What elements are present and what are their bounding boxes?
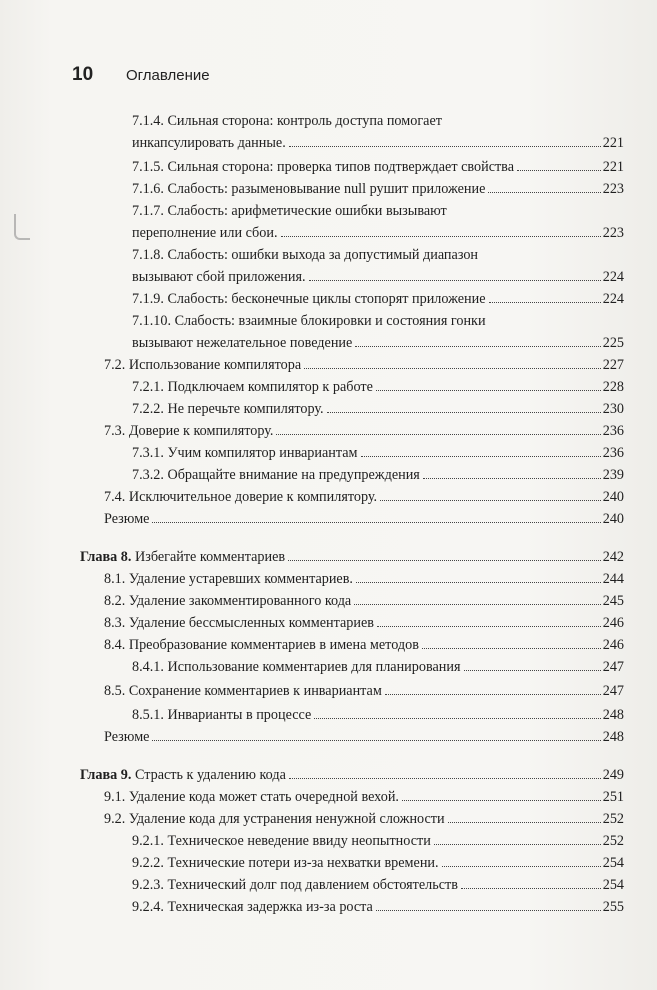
toc-entry-number: 7.4. (104, 489, 126, 505)
toc-page-number: 236 (602, 423, 624, 439)
toc-chapter (80, 764, 624, 786)
toc-page-number: 252 (602, 811, 624, 827)
toc-page-number: 255 (602, 899, 624, 915)
toc-entry-number: 8.4. (104, 637, 126, 653)
dot-leader (442, 866, 601, 867)
toc-chapter (80, 546, 624, 568)
toc-page-number: 225 (602, 335, 624, 351)
toc-entry-title: вызывают нежелательное поведение (132, 335, 353, 351)
toc-entry-title: Исключительное доверие к компилятору. (128, 489, 378, 505)
toc-entry-title: Страсть к удалению кода (134, 767, 286, 783)
toc-entry-title: Резюме (104, 729, 150, 745)
toc-entry (132, 704, 624, 726)
toc-entry (104, 634, 624, 656)
toc-entry (104, 786, 624, 808)
toc-entry (132, 896, 624, 918)
toc-entry-number: 7.1.7. (132, 203, 164, 219)
toc-page-number: 242 (602, 549, 624, 565)
toc-page-number: 221 (602, 135, 624, 151)
toc-entry-line (104, 508, 624, 530)
toc-page-number: 249 (602, 767, 624, 783)
toc-entry-line (104, 590, 624, 612)
toc-entry-title: Использование компилятора (128, 357, 302, 373)
dot-leader (361, 456, 601, 457)
toc-entry-line (104, 680, 624, 702)
dot-leader (376, 910, 601, 911)
dot-leader (314, 718, 600, 719)
dot-leader (304, 368, 601, 369)
toc-page-number: 246 (602, 615, 624, 631)
toc-page-number: 223 (602, 181, 624, 197)
toc-entry-number: 7.1.6. (132, 181, 164, 197)
toc-entry-line (132, 288, 624, 310)
toc-entry-title: Сохранение комментариев к инвариантам (128, 683, 382, 699)
dot-leader (289, 778, 601, 779)
toc-entry (104, 726, 624, 748)
dot-leader (355, 346, 600, 347)
toc-entry (104, 808, 624, 830)
toc-entry (132, 830, 624, 852)
dot-leader (422, 648, 601, 649)
toc-entry (132, 156, 624, 178)
toc-entry-number: 7.2.1. (132, 379, 164, 395)
toc-page-number: 239 (602, 467, 624, 483)
toc-entry-title: Инварианты в процессе (167, 707, 312, 723)
toc-entry-line (80, 764, 624, 786)
toc-entry-line (104, 808, 624, 830)
dot-leader (423, 478, 601, 479)
toc-entry-line (104, 612, 624, 634)
page-mark (14, 214, 30, 240)
toc-page-number: 245 (602, 593, 624, 609)
toc-entry-number: 7.1.4. (132, 113, 164, 129)
toc-entry-line (132, 874, 624, 896)
toc-entry-line (132, 200, 624, 222)
toc-entry-title: Слабость: ошибки выхода за допустимый диапазон (167, 247, 479, 263)
toc-entry (132, 200, 624, 244)
toc-entry-line (132, 222, 624, 244)
toc-entry-number: 7.1.5. (132, 159, 164, 175)
toc-entry-number: Глава 8. (80, 549, 132, 565)
toc-entry-number: 9.2.4. (132, 899, 164, 915)
toc-entry-title: Слабость: бесконечные циклы стопорят приложение (167, 291, 486, 307)
toc-entry-number: 8.1. (104, 571, 126, 587)
toc-page-number: 221 (602, 159, 624, 175)
toc-page-number: 224 (602, 269, 624, 285)
toc-entry (132, 244, 624, 288)
toc-entry (132, 656, 624, 678)
toc-entry (132, 874, 624, 896)
toc-entry-line (132, 332, 624, 354)
toc-entry-title: Доверие к компилятору. (128, 423, 274, 439)
toc-entry-number: 7.3. (104, 423, 126, 439)
toc-entry-number: Глава 9. (80, 767, 132, 783)
toc-entry-number: 9.2.3. (132, 877, 164, 893)
dot-leader (434, 844, 601, 845)
dot-leader (152, 740, 600, 741)
toc-page-number: 240 (602, 511, 624, 527)
dot-leader (517, 170, 601, 171)
dot-leader (327, 412, 601, 413)
toc-entry-title: Технический долг под давлением обстоятельств (167, 877, 458, 893)
dot-leader (356, 582, 601, 583)
toc-entry-title: Резюме (104, 511, 150, 527)
dot-leader (288, 560, 601, 561)
toc-entry-line (132, 376, 624, 398)
dot-leader (461, 888, 601, 889)
toc-entry-title: Удаление кода может стать очередной вехой. (128, 789, 399, 805)
toc-entry-line (132, 704, 624, 726)
toc-page-number: 227 (602, 357, 624, 373)
toc-entry-number: 7.2. (104, 357, 126, 373)
toc-entry-title: Слабость: разыменовывание null рушит приложение (167, 181, 486, 197)
toc-entry-number: 8.2. (104, 593, 126, 609)
toc-entry-title: переполнение или сбои. (132, 225, 278, 241)
toc-entry (132, 310, 624, 354)
toc-entry-line (132, 244, 624, 266)
toc-page-number: 244 (602, 571, 624, 587)
toc-entry (132, 442, 624, 464)
toc-page-number: 254 (602, 855, 624, 871)
toc-page-number: 236 (602, 445, 624, 461)
toc-entry-line (80, 546, 624, 568)
dot-leader (377, 626, 601, 627)
toc-entry-title: Сильная сторона: контроль доступа помогает (167, 113, 442, 129)
dot-leader (385, 694, 601, 695)
dot-leader (489, 302, 601, 303)
dot-leader (281, 236, 601, 237)
toc-entry-line (132, 852, 624, 874)
toc-entry-line (132, 896, 624, 918)
toc-entry (132, 178, 624, 200)
dot-leader (402, 800, 601, 801)
page-header (72, 64, 210, 86)
toc-entry (104, 612, 624, 634)
toc-entry (132, 110, 624, 154)
toc-entry (132, 398, 624, 420)
toc-entry-number: 9.2.1. (132, 833, 164, 849)
toc-entry-line (104, 726, 624, 748)
dot-leader (488, 192, 600, 193)
toc-page-number: 224 (602, 291, 624, 307)
toc-entry-title: Избегайте комментариев (134, 549, 286, 565)
toc-page-number: 230 (602, 401, 624, 417)
toc-page-number: 247 (602, 683, 624, 699)
toc-entry-line (132, 310, 624, 332)
toc-entry (132, 288, 624, 310)
dot-leader (376, 390, 601, 391)
dot-leader (289, 146, 601, 147)
toc-entry-line (132, 830, 624, 852)
toc-entry-line (104, 786, 624, 808)
toc-entry (104, 568, 624, 590)
toc-entry-title: Удаление устаревших комментариев. (128, 571, 353, 587)
toc-entry (132, 852, 624, 874)
toc-entry-title: Подключаем компилятор к работе (167, 379, 373, 395)
toc-entry-line (132, 156, 624, 178)
toc-entry-title: Техническое неведение ввиду неопытности (167, 833, 431, 849)
toc-entry-title: Обращайте внимание на предупреждения (167, 467, 420, 483)
dot-leader (464, 670, 601, 671)
toc-entry-line (132, 178, 624, 200)
toc-entry (104, 354, 624, 376)
toc-entry (104, 590, 624, 612)
toc-entry-number: 7.1.10. (132, 313, 172, 329)
toc-entry-line (104, 354, 624, 376)
toc-entry-number: 9.2.2. (132, 855, 164, 871)
toc-entry-number: 8.5.1. (132, 707, 164, 723)
toc-entry (132, 376, 624, 398)
toc-entry-line (104, 420, 624, 442)
toc-page-number: 254 (602, 877, 624, 893)
toc-entry-number: 8.5. (104, 683, 126, 699)
toc-entry-line (132, 398, 624, 420)
toc-entry-title: Технические потери из-за нехватки времени. (167, 855, 439, 871)
toc-page-number: 248 (602, 729, 624, 745)
toc-entry-number: 8.3. (104, 615, 126, 631)
toc-entry-line (104, 486, 624, 508)
toc-entry-title: Слабость: взаимные блокировки и состояния гонки (174, 313, 486, 329)
toc-page-number: 252 (602, 833, 624, 849)
toc-entry-line (132, 464, 624, 486)
toc-entry (104, 680, 624, 702)
toc-entry-number: 7.1.9. (132, 291, 164, 307)
toc-entry-title: Преобразование комментариев в имена методов (128, 637, 419, 653)
toc-entry-title: Техническая задержка из-за роста (167, 899, 373, 915)
toc-entry-title: вызывают сбой приложения. (132, 269, 306, 285)
toc-entry-title: Не перечьте компилятору. (167, 401, 324, 417)
toc-entry-title: Слабость: арифметические ошибки вызывают (167, 203, 447, 219)
running-title: Оглавление (126, 67, 210, 84)
toc-entry-number: 8.4.1. (132, 659, 164, 675)
toc-entry-line (104, 568, 624, 590)
toc-entry-number: 7.1.8. (132, 247, 164, 263)
toc-entry-title: Удаление бессмысленных комментариев (128, 615, 374, 631)
toc-entry-title: инкапсулировать данные. (132, 135, 286, 151)
dot-leader (276, 434, 600, 435)
toc-entry-line (104, 634, 624, 656)
toc-entry (104, 508, 624, 530)
toc-entry-number: 7.3.1. (132, 445, 164, 461)
toc-entry-line (132, 266, 624, 288)
toc-entry-line (132, 132, 624, 154)
toc-entry (104, 486, 624, 508)
toc-entry-number: 7.3.2. (132, 467, 164, 483)
dot-leader (354, 604, 601, 605)
toc-page-number: 247 (602, 659, 624, 675)
toc-entry (104, 420, 624, 442)
toc-page-number: 240 (602, 489, 624, 505)
dot-leader (309, 280, 601, 281)
toc-entry-title: Учим компилятор инвариантам (167, 445, 358, 461)
toc-entry-number: 9.1. (104, 789, 126, 805)
toc-entry-number: 9.2. (104, 811, 126, 827)
toc-entry-line (132, 110, 624, 132)
toc-page-number: 223 (602, 225, 624, 241)
toc-entry (132, 464, 624, 486)
toc-entry-title: Использование комментариев для планирования (167, 659, 461, 675)
toc-entry-line (132, 656, 624, 678)
toc-entry-number: 7.2.2. (132, 401, 164, 417)
toc-entry-title: Удаление кода для устранения ненужной сложности (128, 811, 445, 827)
page-number: 10 (72, 64, 94, 85)
toc-entry-title: Сильная сторона: проверка типов подтверждает свойства (167, 159, 514, 175)
toc-page-number: 246 (602, 637, 624, 653)
toc-entry-title: Удаление закомментированного кода (128, 593, 352, 609)
dot-leader (380, 500, 601, 501)
toc-entry-line (132, 442, 624, 464)
dot-leader (152, 522, 600, 523)
toc-page-number: 228 (602, 379, 624, 395)
dot-leader (448, 822, 601, 823)
toc-page-number: 251 (602, 789, 624, 805)
toc-page-number: 248 (602, 707, 624, 723)
